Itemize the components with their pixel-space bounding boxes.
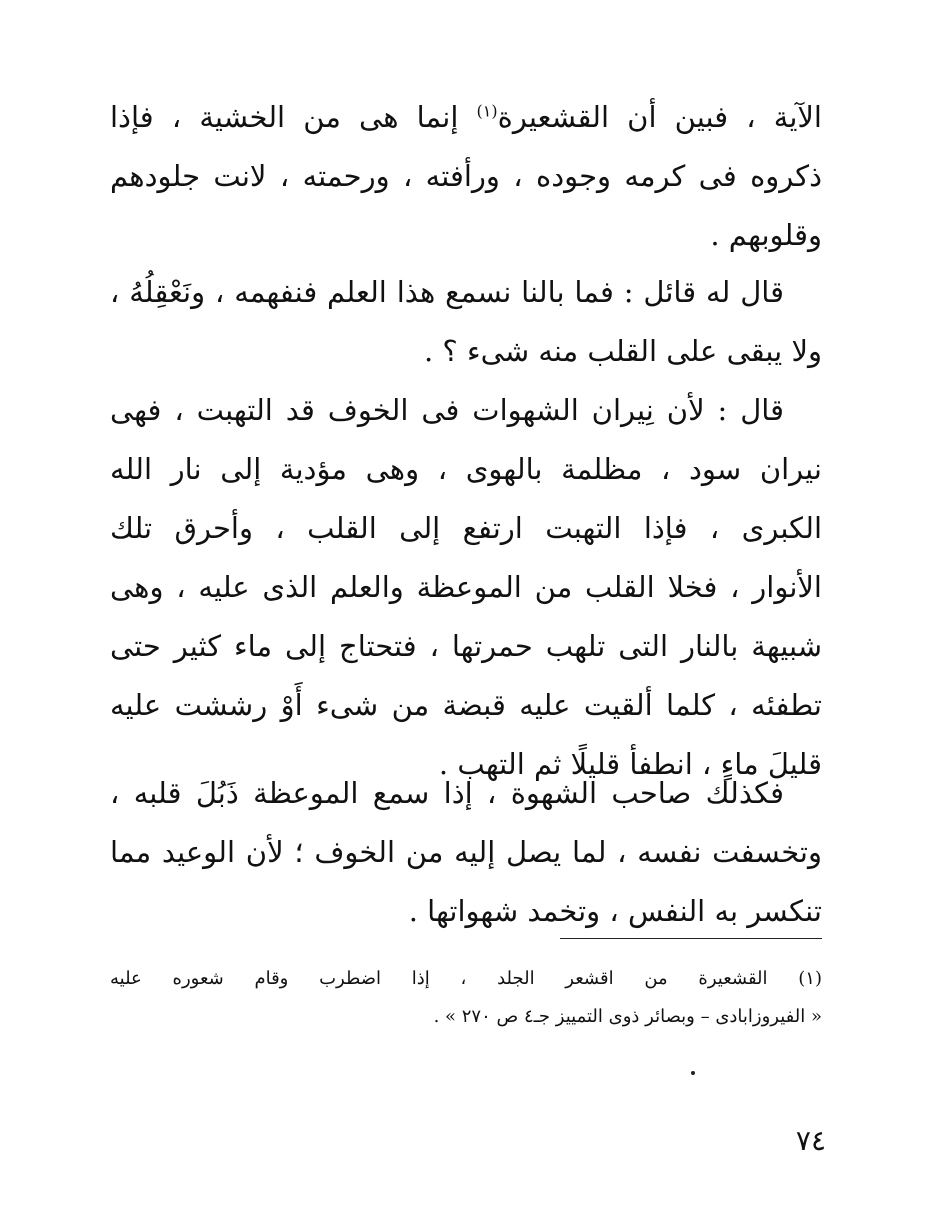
paragraph-4-line-3: تنكسر به النفس ، وتخمد شهواتها . — [408, 894, 822, 928]
footnote-marker: (١) — [476, 101, 498, 121]
paragraph-1-line-1 — [110, 88, 822, 147]
ink-speck — [691, 1071, 695, 1075]
paragraph-3-line-6: تطفئه ، كلما ألقيت عليه قبضة من شىء أَوْ رششت عليه — [110, 688, 822, 722]
paragraph-3-line-3: الكبرى ، فإذا التهبت ارتفع إلى القلب ، وأحرق تلك — [110, 511, 822, 545]
paragraph-1-line-2: ذكروه فى كرمه وجوده ، ورأفته ، ورحمته ، لانت جلودهم — [110, 159, 822, 193]
paragraph-3 — [110, 381, 822, 794]
paragraph-4-line-1: فكذلك صاحب الشهوة ، إذا سمع الموعظة ذَبُلَ قلبه ، — [110, 776, 784, 810]
footnote-line-1: (١) القشعيرة من اقشعر الجلد ، إذا اضطرب وقام شعوره عليه — [110, 968, 822, 989]
paragraph-3-line-5: شبيهة بالنار التى تلهب حمرتها ، فتحتاج إلى ماء كثير حتى — [110, 629, 822, 663]
paragraph-2 — [110, 263, 822, 381]
paragraph-3-line-7: قليلَ ماءٍ ، انطفأ قليلًا ثم التهب . — [438, 747, 822, 781]
paragraph-3-line-2: نيران سود ، مظلمة بالهوى ، وهى مؤدية إلى نار الله — [110, 452, 822, 486]
page-number: ٧٤ — [795, 1124, 826, 1157]
paragraph-4-line-2: وتخسفت نفسه ، لما يصل إليه من الخوف ؛ لأن الوعيد مما — [110, 835, 822, 869]
paragraph-1-line-1-start: الآية ، فبين أن القشعيرة — [497, 100, 822, 134]
paragraph-1-line-1-end: إنما هى من الخشية ، فإذا — [110, 100, 459, 134]
paragraph-2-line-2: ولا يبقى على القلب منه شىء ؟ . — [424, 334, 822, 368]
footnote-line-2: « الفيروزابادى – وبصائر ذوى التمييز جـ٤ ص ٢٧٠ » . — [433, 1006, 822, 1027]
paragraph-4 — [110, 764, 822, 941]
footnote — [110, 960, 822, 1036]
paragraph-1 — [110, 88, 822, 265]
paragraph-1-line-3: وقلوبهم . — [710, 218, 822, 252]
paragraph-2-line-1: قال له قائل : فما بالنا نسمع هذا العلم فنفهمه ، ونَعْقِلُهُ ، — [110, 275, 784, 309]
paragraph-3-line-1: قال : لأن نِيران الشهوات فى الخوف قد التهبت ، فهى — [110, 393, 784, 427]
paragraph-3-line-4: الأنوار ، فخلا القلب من الموعظة والعلم الذى عليه ، وهى — [110, 570, 822, 604]
footnote-separator — [560, 938, 822, 939]
